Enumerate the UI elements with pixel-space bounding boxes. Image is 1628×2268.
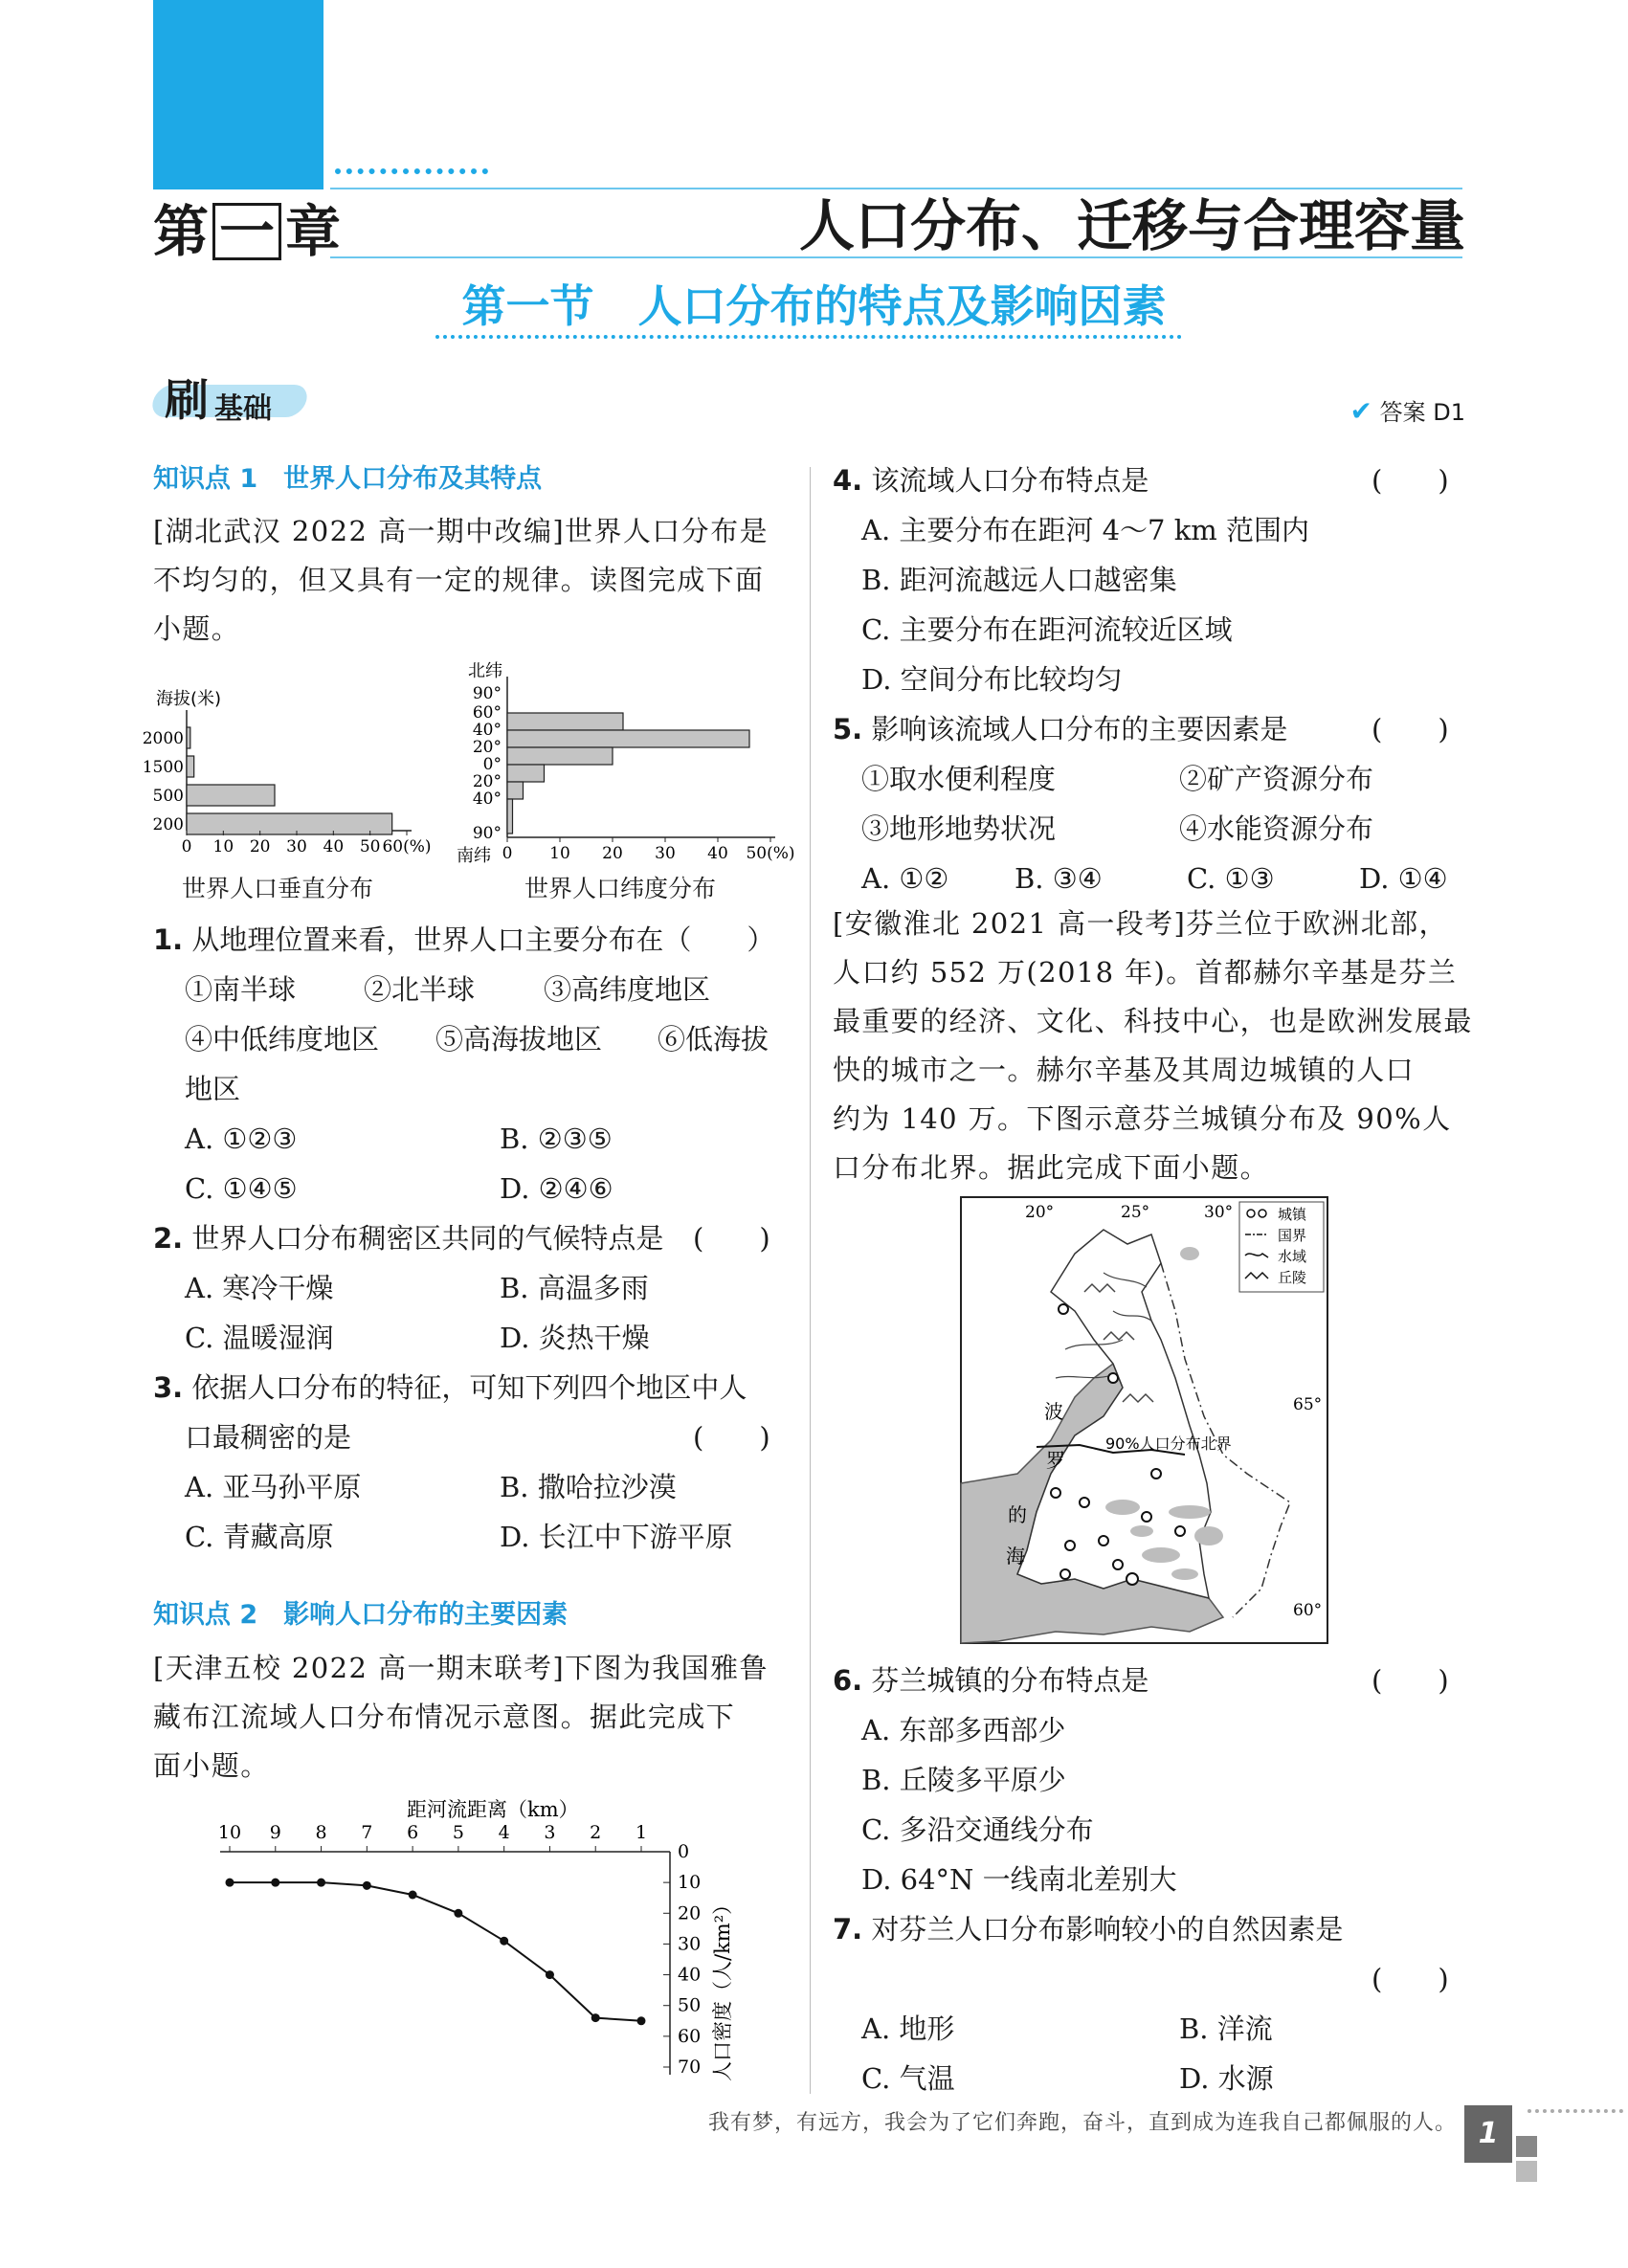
page-number: 1 xyxy=(1464,2105,1512,2163)
lat-label: 65° xyxy=(1293,1395,1323,1414)
legend-label: 丘陵 xyxy=(1278,1269,1307,1286)
q3-option-b[interactable]: B. 撒哈拉沙漠 xyxy=(500,1471,677,1503)
q2-option-a[interactable]: A. 寒冷干燥 xyxy=(185,1272,334,1304)
lchart-y-tick-label: 20° xyxy=(472,738,502,757)
line-x-tick-label: 3 xyxy=(544,1822,556,1843)
line-point xyxy=(271,1879,279,1887)
intro-3-line: 快的城市之一。赫尔辛基及其周边城镇的人口 xyxy=(833,1054,1416,1086)
intro-3-line: [安徽淮北 2021 高一段考]芬兰位于欧洲北部， xyxy=(833,907,1448,940)
q4-option-a[interactable]: A. 主要分布在距河 4～7 km 范围内 xyxy=(861,514,1310,546)
line-x-tick-label: 6 xyxy=(407,1822,419,1843)
lchart-x-tick-label: 20 xyxy=(602,844,623,863)
q3-option-d[interactable]: D. 长江中下游平原 xyxy=(500,1521,733,1553)
q1-item: ②北半球 xyxy=(364,973,476,1006)
line-point xyxy=(637,2016,646,2025)
answer-ref xyxy=(1350,396,1466,428)
chapter-number: 一 xyxy=(212,203,281,260)
q1-option-a[interactable]: A. ①②③ xyxy=(185,1123,298,1155)
vertical-chart-caption: 世界人口垂直分布 xyxy=(182,875,374,902)
page-deco-dots xyxy=(1528,2109,1623,2113)
line-point xyxy=(454,1909,462,1918)
chapter-color-tab xyxy=(153,0,323,189)
question-5 xyxy=(833,704,1287,754)
q4-option-c[interactable]: C. 主要分布在距河流较近区域 xyxy=(861,613,1233,646)
intro-3-line: 最重要的经济、文化、科技中心，也是欧洲发展最 xyxy=(833,1005,1473,1037)
header-rule xyxy=(330,188,1462,189)
line-point xyxy=(591,2013,600,2022)
chapter-prefix: 第 xyxy=(153,199,210,264)
lake xyxy=(1142,1547,1180,1563)
q3-option-c[interactable]: C. 青藏高原 xyxy=(185,1521,334,1553)
lon-label: 20° xyxy=(1025,1203,1055,1222)
q1-item: ③高纬度地区 xyxy=(544,973,711,1006)
latitude-chart-south-label: 南纬 xyxy=(457,846,491,866)
section-title: 第一节 人口分布的特点及影响因素 xyxy=(461,280,1167,332)
q1-item: ④中低纬度地区 xyxy=(185,1023,380,1056)
question-3-number: 3. xyxy=(153,1371,184,1404)
legend-label: 水域 xyxy=(1278,1248,1307,1265)
intro-2-line: 面小题。 xyxy=(153,1749,270,1782)
footer-motto: 我有梦，有远方，我会为了它们奔跑，奋斗，直到成为连我自己都佩服的人。 xyxy=(708,2111,1458,2135)
page-deco-square xyxy=(1516,2161,1537,2182)
line-x-tick-label: 9 xyxy=(269,1822,281,1843)
intro-1-line: 小题。 xyxy=(153,612,241,645)
q1-item: ⑥低海拔 xyxy=(658,1023,769,1056)
line-y-tick-label: 20 xyxy=(678,1902,702,1924)
river-distance-density-chart xyxy=(191,1790,766,2105)
question-6 xyxy=(833,1656,1149,1705)
line-chart-ylabel: 人口密度（人/km²） xyxy=(711,1894,734,2081)
vchart-category-label: 2000 xyxy=(142,729,184,748)
lchart-bar xyxy=(507,730,749,747)
line-y-tick-label: 40 xyxy=(678,1964,702,1986)
brush-sublabel: 基础 xyxy=(214,392,272,426)
line-chart-title: 距河流距离（km） xyxy=(407,1798,579,1821)
lake xyxy=(1194,1526,1223,1545)
line-x-tick-label: 2 xyxy=(590,1822,602,1843)
lon-label: 30° xyxy=(1204,1203,1234,1222)
question-1-text: 从地理位置来看，世界人口主要分布在（ ） xyxy=(191,923,775,956)
intro-3-line: 口分布北界。据此完成下面小题。 xyxy=(833,1151,1270,1184)
question-3-text-cont: 口最稠密的是 xyxy=(185,1421,352,1454)
line-y-tick-label: 70 xyxy=(678,2057,702,2078)
lake xyxy=(1130,1525,1153,1537)
sea-label: 的 xyxy=(1008,1503,1027,1526)
question-4-text: 该流域人口分布特点是 xyxy=(871,464,1149,497)
knowledge-point-1: 知识点 1 世界人口分布及其特点 xyxy=(153,464,543,494)
lchart-y-tick-label: 60° xyxy=(472,703,502,723)
q5-option-c[interactable]: C. ①③ xyxy=(1187,862,1275,895)
question-5-text: 影响该流域人口分布的主要因素是 xyxy=(871,713,1288,745)
lake xyxy=(1171,1568,1198,1580)
page-deco-square xyxy=(1516,2136,1537,2157)
vchart-category-label: 1500 xyxy=(142,758,184,777)
q7-answer-blank[interactable]: ( ) xyxy=(1372,1963,1449,1995)
finland-map xyxy=(960,1196,1328,1644)
vchart-bar xyxy=(187,756,194,777)
q2-option-b[interactable]: B. 高温多雨 xyxy=(500,1272,649,1304)
lchart-bar xyxy=(507,713,623,730)
chapter-suffix: 章 xyxy=(285,199,342,264)
lchart-x-tick-label: 0 xyxy=(502,844,513,863)
q5-item: ④水能资源分布 xyxy=(1179,812,1374,845)
vchart-x-tick-label: 60(%) xyxy=(382,837,432,856)
answer-label: 答案 D1 xyxy=(1379,399,1465,426)
latitude-chart-plot xyxy=(473,677,795,863)
q1-item-cont: 地区 xyxy=(185,1073,241,1105)
intro-3-line: 约为 140 万。下图示意芬兰城镇分布及 90%人 xyxy=(833,1102,1452,1135)
brush-label: 刷 xyxy=(165,374,209,426)
vchart-x-tick-label: 50 xyxy=(359,837,381,856)
line-point xyxy=(226,1879,234,1887)
lake xyxy=(1169,1505,1211,1519)
line-y-tick-label: 30 xyxy=(678,1933,702,1955)
section-underline xyxy=(435,335,1182,339)
lchart-x-tick-label: 30 xyxy=(655,844,676,863)
question-6-number: 6. xyxy=(833,1664,863,1697)
vchart-x-tick-label: 10 xyxy=(212,837,234,856)
q5-item: ③地形地势状况 xyxy=(861,812,1057,845)
intro-1-line: 不均匀的，但又具有一定的规律。读图完成下面 xyxy=(153,564,765,596)
q6-option-a[interactable]: A. 东部多西部少 xyxy=(861,1714,1066,1746)
intro-2-line: 藏布江流域人口分布情况示意图。据此完成下 xyxy=(153,1701,736,1733)
question-6-text: 芬兰城镇的分布特点是 xyxy=(871,1664,1149,1697)
lat-label: 60° xyxy=(1293,1601,1323,1620)
line-x-tick-label: 4 xyxy=(498,1822,510,1843)
lchart-y-tick-label: 0° xyxy=(482,755,502,774)
q4-option-d[interactable]: D. 空间分布比较均匀 xyxy=(861,663,1123,696)
population-boundary-label: 90%人口分布北界 xyxy=(1105,1434,1232,1453)
lchart-y-tick-label: 90° xyxy=(472,824,502,843)
sea-label: 海 xyxy=(1006,1545,1025,1568)
vchart-x-tick-label: 20 xyxy=(249,837,271,856)
q7-option-b[interactable]: B. 洋流 xyxy=(1179,2012,1273,2045)
q4-option-b[interactable]: B. 距河流越远人口越密集 xyxy=(861,564,1177,596)
q2-option-d[interactable]: D. 炎热干燥 xyxy=(500,1322,650,1354)
vchart-bar xyxy=(187,727,190,748)
line-y-tick-label: 60 xyxy=(678,2025,702,2047)
chapter-label xyxy=(153,197,341,266)
q2-answer-blank[interactable]: ( ) xyxy=(693,1222,770,1255)
lchart-y-tick-label: 20° xyxy=(472,772,502,791)
vertical-chart-plot xyxy=(143,710,432,856)
sea-label: 罗 xyxy=(1046,1449,1065,1472)
question-2-number: 2. xyxy=(153,1222,184,1255)
q7-option-a[interactable]: A. 地形 xyxy=(861,2012,955,2045)
intro-1 xyxy=(153,507,769,654)
intro-3-line: 人口约 552 万(2018 年)。首都赫尔辛基是芬兰 xyxy=(833,956,1458,989)
q5-option-d[interactable]: D. ①④ xyxy=(1359,862,1448,895)
lchart-y-tick-label: 40° xyxy=(472,789,502,809)
chapter-title: 人口分布、迁移与合理容量 xyxy=(798,193,1465,258)
q5-answer-blank[interactable]: ( ) xyxy=(1372,713,1449,745)
line-point xyxy=(317,1879,325,1887)
header-dots xyxy=(335,168,488,174)
question-3 xyxy=(153,1363,747,1412)
legend-label: 城镇 xyxy=(1278,1206,1307,1223)
q6-answer-blank[interactable]: ( ) xyxy=(1372,1664,1449,1697)
q2-option-c[interactable]: C. 温暖湿润 xyxy=(185,1322,334,1354)
question-2 xyxy=(153,1213,663,1263)
vchart-x-tick-label: 40 xyxy=(323,837,345,856)
latitude-distribution-chart xyxy=(455,656,799,871)
legend-label: 国界 xyxy=(1278,1227,1307,1244)
line-series xyxy=(230,1882,641,2021)
latitude-chart-caption: 世界人口纬度分布 xyxy=(524,875,717,902)
line-x-tick-label: 8 xyxy=(315,1822,327,1843)
line-point xyxy=(546,1970,554,1979)
line-point xyxy=(409,1891,417,1900)
q1-item: ⑤高海拔地区 xyxy=(435,1023,603,1056)
sea-label: 波 xyxy=(1044,1400,1063,1423)
vchart-category-label: 200 xyxy=(152,815,184,834)
lchart-bar xyxy=(507,799,513,834)
latitude-chart-north-label: 北纬 xyxy=(468,661,502,681)
column-divider xyxy=(810,467,811,2094)
line-chart-plot xyxy=(218,1822,701,2078)
lake xyxy=(1180,1247,1199,1260)
q5-option-a[interactable]: A. ①② xyxy=(861,862,949,895)
lchart-y-tick-label: 40° xyxy=(472,721,502,740)
vchart-x-tick-label: 30 xyxy=(286,837,307,856)
vchart-x-tick-label: 0 xyxy=(181,837,192,856)
q6-option-c[interactable]: C. 多沿交通线分布 xyxy=(861,1813,1094,1846)
vchart-category-label: 500 xyxy=(152,787,184,806)
q5-item: ②矿产资源分布 xyxy=(1179,763,1374,795)
q4-answer-blank[interactable]: ( ) xyxy=(1372,464,1449,497)
q5-item: ①取水便利程度 xyxy=(861,763,1057,795)
lchart-y-tick-label: 90° xyxy=(472,684,502,703)
lchart-bar xyxy=(507,747,613,765)
lchart-x-tick-label: 50(%) xyxy=(746,844,795,863)
line-y-tick-label: 0 xyxy=(678,1841,690,1862)
line-x-tick-label: 10 xyxy=(217,1822,242,1843)
lchart-x-tick-label: 40 xyxy=(707,844,728,863)
question-3-text: 依据人口分布的特征，可知下列四个地区中人 xyxy=(191,1371,747,1404)
question-1 xyxy=(153,915,774,965)
q6-option-d[interactable]: D. 64°N 一线南北差别大 xyxy=(861,1863,1177,1896)
question-5-number: 5. xyxy=(833,713,863,745)
check-icon: ✔ xyxy=(1349,395,1372,427)
question-2-text: 世界人口分布稠密区共同的气候特点是 xyxy=(191,1222,664,1255)
q1-option-b[interactable]: B. ②③⑤ xyxy=(500,1123,613,1155)
line-x-tick-label: 1 xyxy=(635,1822,648,1843)
vertical-distribution-chart xyxy=(142,670,450,861)
line-point xyxy=(363,1881,371,1890)
q3-option-a[interactable]: A. 亚马孙平原 xyxy=(185,1471,362,1503)
q3-answer-blank[interactable]: ( ) xyxy=(693,1421,770,1454)
q7-option-d[interactable]: D. 水源 xyxy=(1179,2062,1274,2095)
question-7-number: 7. xyxy=(833,1913,863,1946)
intro-1-line: [湖北武汉 2022 高一期中改编]世界人口分布是 xyxy=(153,515,769,547)
intro-3 xyxy=(833,900,1473,1192)
q1-option-d[interactable]: D. ②④⑥ xyxy=(500,1172,613,1205)
vchart-bar xyxy=(187,785,275,806)
lake xyxy=(1105,1500,1140,1515)
question-4-number: 4. xyxy=(833,464,863,497)
q1-item: ①南半球 xyxy=(185,973,297,1006)
q1-option-c[interactable]: C. ①④⑤ xyxy=(185,1172,298,1205)
question-1-number: 1. xyxy=(153,923,184,956)
q7-option-c[interactable]: C. 气温 xyxy=(861,2062,955,2095)
question-4 xyxy=(833,456,1149,505)
vchart-bar xyxy=(187,813,392,834)
lchart-bar xyxy=(507,782,524,799)
question-7 xyxy=(833,1904,1343,1954)
question-7-text: 对芬兰人口分布影响较小的自然因素是 xyxy=(871,1913,1344,1946)
intro-2-line: [天津五校 2022 高一期末联考]下图为我国雅鲁 xyxy=(153,1652,769,1684)
lchart-bar xyxy=(507,765,545,782)
intro-2 xyxy=(153,1644,769,1790)
line-y-tick-label: 10 xyxy=(678,1872,702,1894)
lon-label: 25° xyxy=(1121,1203,1150,1222)
q5-option-b[interactable]: B. ③④ xyxy=(1015,862,1103,895)
q6-option-b[interactable]: B. 丘陵多平原少 xyxy=(861,1764,1066,1796)
line-x-tick-label: 7 xyxy=(361,1822,373,1843)
knowledge-point-2: 知识点 2 影响人口分布的主要因素 xyxy=(153,1600,569,1630)
line-x-tick-label: 5 xyxy=(452,1822,464,1843)
vertical-chart-ylabel: 海拔(米) xyxy=(156,689,222,709)
lchart-x-tick-label: 10 xyxy=(549,844,570,863)
line-y-tick-label: 50 xyxy=(678,1994,702,2016)
line-point xyxy=(500,1937,508,1946)
